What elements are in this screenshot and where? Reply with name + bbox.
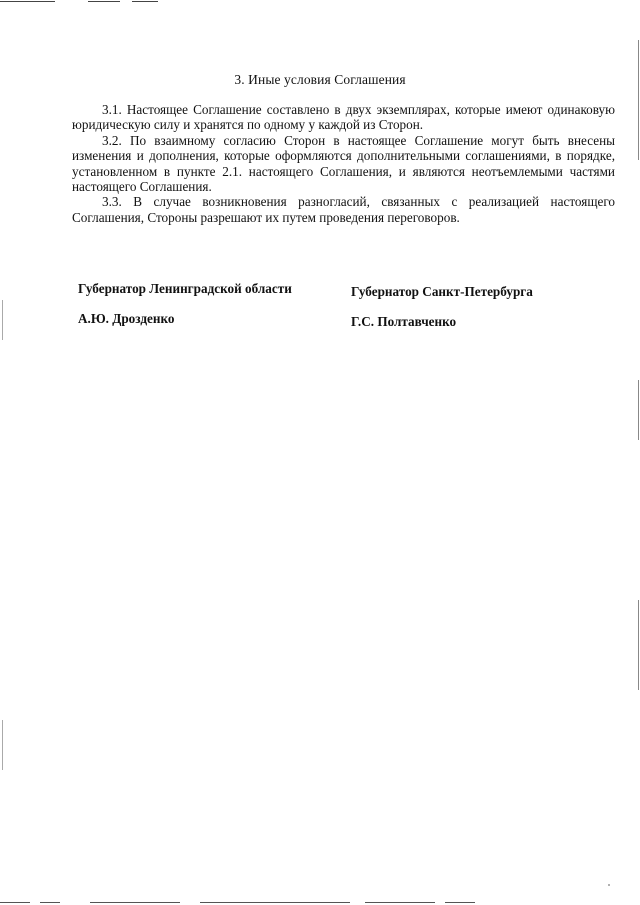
signatory-right-title: Губернатор Санкт-Петербурга [351, 284, 533, 299]
section-title: 3. Иные условия Соглашения [234, 72, 406, 87]
scan-speck [608, 884, 610, 886]
scan-edge-bottom [0, 899, 640, 905]
scan-edge-right [637, 0, 639, 905]
scan-edge-top [0, 0, 640, 6]
section-body [72, 102, 615, 225]
signatory-left-title: Губернатор Ленинградской области [78, 281, 292, 296]
signatory-left-name: А.Ю. Дрозденко [78, 311, 175, 326]
scan-edge-left [2, 0, 4, 905]
paragraph-3-2: 3.2. По взаимному согласию Сторон в настоящее Соглашение могут быть внесены изменения и дополнения, которые оформляются дополнительными соглашениями, в порядке, установленном в пункте 2.1. настоящего Соглашения, и являются неотъемлемыми частями настоящего Соглашения. [72, 132, 615, 195]
paragraph-3-3: 3.3. В случае возникновения разногласий, связанных с реализацией настоящего Соглашения, Стороны разрешают их путем проведения переговоров. [72, 194, 615, 225]
signatory-right-name: Г.С. Полтавченко [351, 314, 457, 329]
paragraph-3-1: 3.1. Настоящее Соглашение составлено в двух экземплярах, которые имеют одинаковую юридическую силу и хранятся по одному у каждой из Сторон. [72, 102, 615, 133]
